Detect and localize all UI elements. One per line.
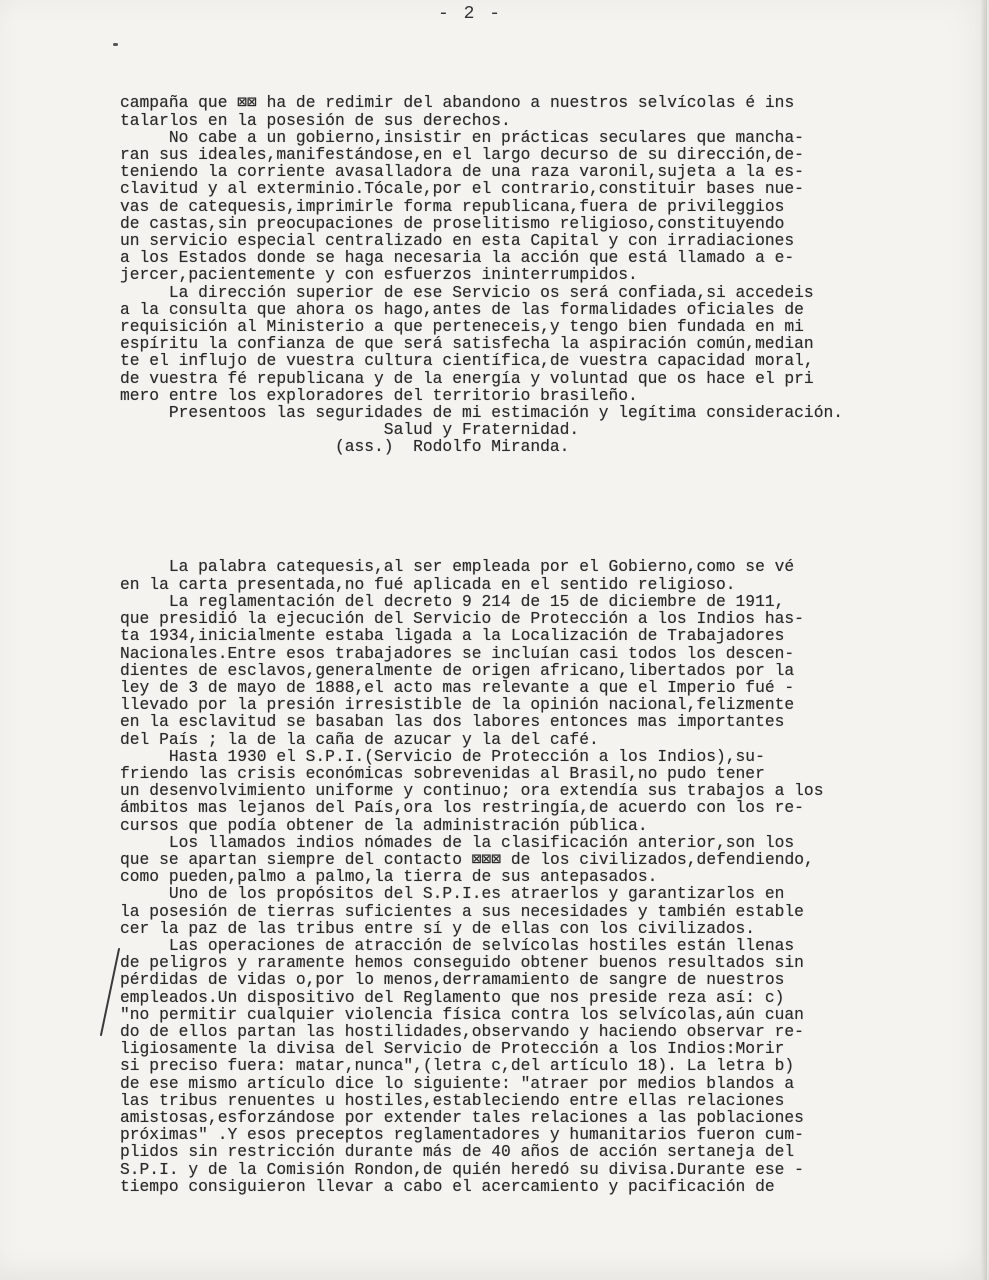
text-line: amistosas,esforzándose por extender tales relaciones a las poblaciones <box>120 1107 804 1127</box>
text-line: pérdidas de vidas o,por lo menos,derramamiento de sangre de nuestros <box>120 970 785 990</box>
text-line: un desenvolvimiento uniforme y continuo; ora extendía sus trabajos a los <box>120 781 824 801</box>
text-line: ley de 3 de mayo de 1888,el acto mas relevante a que el Imperio fué - <box>120 677 795 697</box>
text-line: te el influjo de vuestra cultura científica,de vuestra capacidad moral, <box>120 351 814 371</box>
text-line: friendo las crisis económicas sobrevenidas al Brasil,no pudo tener <box>120 763 765 783</box>
text-line: espíritu la confianza de que será satisfecha la aspiración común,median <box>120 334 814 354</box>
text-line: las tribus renuentes u hostiles,estableciendo entre ellas relaciones <box>120 1090 785 1110</box>
text-line: plidos sin restricción durante más de 40 años de acción sertaneja del <box>120 1142 795 1162</box>
text-line: No cabe a un gobierno,insistir en prácticas seculares que mancha- <box>120 127 804 147</box>
text-line: tiempo consiguieron llevar a cabo el acercamiento y pacificación de <box>120 1176 775 1196</box>
text-line: ta 1934,inicialmente estaba ligada a la Localización de Trabajadores <box>120 626 785 646</box>
ink-mark <box>113 43 118 46</box>
text-line: empleados.Un dispositivo del Reglamento que nos preside reza así: c) <box>120 987 785 1007</box>
page-edge <box>981 0 987 1280</box>
text-line: La palabra catequesis,al ser empleada por el Gobierno,como se vé <box>120 557 795 577</box>
letter-section <box>120 94 980 455</box>
page-number: - 2 - <box>437 4 502 24</box>
text-line: que se apartan siempre del contacto ⊠⊠⊠ de los civilizados,defendiendo, <box>120 849 814 869</box>
text-line: llevado por la presión irresistible de la opinión nacional,felizmente <box>120 695 795 715</box>
text-line: de castas,sin preocupaciones de proselitismo religioso,constituyendo <box>120 213 785 233</box>
text-line: La reglamentación del decreto 9 214 de 15 de diciembre de 1911, <box>120 591 785 611</box>
text-line: talarlos en la posesión de sus derechos. <box>120 110 511 130</box>
narrative-section <box>120 558 980 1195</box>
text-line: La dirección superior de ese Servicio os será confiada,si accedeis <box>120 282 814 302</box>
text-line: Los llamados indios nómades de la clasificación anterior,son los <box>120 832 795 852</box>
text-line: ran sus ideales,manifestándose,en el largo decurso de su dirección,de- <box>120 145 804 165</box>
text-line: clavitud y al exterminio.Tócale,por el contrario,constituir bases nue- <box>120 179 804 199</box>
text-line: Presentoos las seguridades de mi estimación y legítima consideración. <box>120 403 844 423</box>
text-line: próximas" .Y esos preceptos reglamentadores y humanitarios fueron cum- <box>120 1125 804 1145</box>
text-line: ámbitos mas lejanos del País,ora los restringía,de acuerdo con los re- <box>120 798 804 818</box>
text-line: dientes de esclavos,generalmente de origen africano,libertados por la <box>120 660 795 680</box>
text-line: del País ; la de la caña de azucar y la del café. <box>120 729 599 749</box>
text-line: de vuestra fé republicana y de la energía y voluntad que os hace el pri <box>120 368 814 388</box>
typed-text <box>120 60 980 1229</box>
text-line: la posesión de tierras suficientes a sus necesidades y también estable <box>120 901 804 921</box>
text-line: jercer,pacientemente y con esfuerzos ininterrumpidos. <box>120 265 638 285</box>
text-line: como pueden,palmo a palmo,la tierra de sus antepasados. <box>120 867 658 887</box>
text-line: Salud y Fraternidad. <box>120 420 580 440</box>
text-line: ligiosamente la divisa del Servicio de Protección a los Indios:Morir <box>120 1039 785 1059</box>
text-line: de ese mismo artículo dice lo siguiente: "atraer por medios blandos a <box>120 1073 795 1093</box>
text-line: Nacionales.Entre esos trabajadores se incluían casi todos los descen- <box>120 643 795 663</box>
text-line: a la consulta que ahora os hago,antes de las formalidades oficiales de <box>120 299 804 319</box>
text-line: si preciso fuera: matar,nunca",(letra c,del artículo 18). La letra b) <box>120 1056 795 1076</box>
text-line: en la esclavitud se basaban las dos labores entonces mas importantes <box>120 712 785 732</box>
text-line: mero entre los exploradores del territorio brasileño. <box>120 385 638 405</box>
text-line: que presidió la ejecución del Servicio de Protección a los Indios has- <box>120 609 804 629</box>
text-line: S.P.I. y de la Comisión Rondon,de quién heredó su divisa.Durante ese - <box>120 1159 804 1179</box>
text-line: Hasta 1930 el S.P.I.(Servicio de Protección a los Indios),su- <box>120 746 765 766</box>
text-line: en la carta presentada,no fué aplicada en el sentido religioso. <box>120 574 736 594</box>
text-line: cursos que podía obtener de la administración pública. <box>120 815 648 835</box>
text-line: requisición al Ministerio a que perteneceis,y tengo bien fundada en mi <box>120 317 804 337</box>
text-line: "no permitir cualquier violencia física contra los selvícolas,aún cuan <box>120 1004 804 1024</box>
text-line: un servicio especial centralizado en esta Capital y con irradiaciones <box>120 231 795 251</box>
text-line: Las operaciones de atracción de selvícolas hostiles están llenas <box>120 935 795 955</box>
section-gap <box>120 490 980 524</box>
text-line: Uno de los propósitos del S.P.I.es atraerlos y garantizarlos en <box>120 884 785 904</box>
text-line: campaña que ⊠⊠ ha de redimir del abandono a nuestros selvícolas é ins <box>120 93 795 113</box>
text-line: vas de catequesis,imprimirle forma republicana,fuera de privileggios <box>120 196 785 216</box>
text-line: a los Estados donde se haga necesaria la acción que está llamado a e- <box>120 248 795 268</box>
text-line: de peligros y raramente hemos conseguido obtener buenos resultados sin <box>120 953 804 973</box>
text-line: teniendo la corriente avasalladora de una raza varonil,sujeta a la es- <box>120 162 804 182</box>
text-line: cer la paz de las tribus entre sí y de ellas con los civilizados. <box>120 918 756 938</box>
text-line: do de ellos partan las hostilidades,observando y haciendo observar re- <box>120 1021 804 1041</box>
text-line: (ass.) Rodolfo Miranda. <box>120 437 570 457</box>
